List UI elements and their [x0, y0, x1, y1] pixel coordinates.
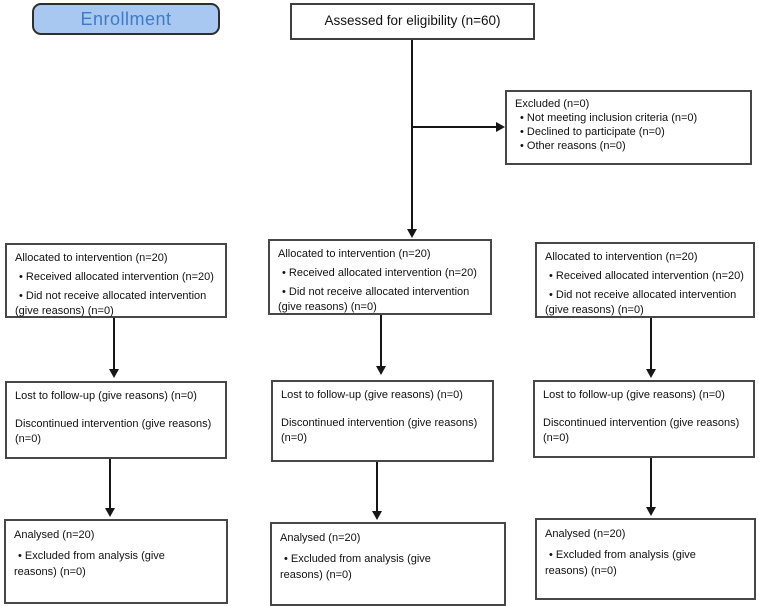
- arrowhead-col2-analysis: [372, 511, 382, 520]
- assessed-for-eligibility-box: [290, 3, 535, 40]
- allocation-item: • Received allocated intervention (n=20): [19, 270, 214, 283]
- analysis-item: • Excluded from analysis (give: [18, 549, 165, 562]
- arrowhead-col3-followup: [646, 369, 656, 378]
- enrollment-phase-label: [32, 3, 220, 35]
- arrow-line-col1-followup-to-analysis: [109, 459, 111, 509]
- analysis-title: Analysed (n=20): [545, 528, 626, 540]
- analysis-title: Analysed (n=20): [14, 529, 95, 541]
- excluded-item: • Not meeting inclusion criteria (n=0): [520, 112, 698, 125]
- followup-line-continuation: (n=0): [281, 431, 307, 444]
- analysis-item: • Excluded from analysis (give: [284, 552, 431, 565]
- analysis-box-col3: [535, 518, 756, 600]
- arrow-line-col1-alloc-to-followup: [113, 318, 115, 370]
- followup-line: Discontinued intervention (give reasons): [281, 416, 478, 429]
- allocation-item: • Did not receive allocated intervention: [282, 285, 470, 298]
- allocation-item: • Received allocated intervention (n=20): [282, 266, 477, 279]
- followup-line: Lost to follow-up (give reasons) (n=0): [543, 389, 725, 401]
- allocation-item: • Did not receive allocated intervention: [19, 289, 207, 302]
- arrowhead-right-to-excluded: [496, 122, 505, 132]
- allocation-box-col1: [5, 243, 227, 318]
- analysis-item-continuation: reasons) (n=0): [280, 569, 352, 581]
- analysis-item-continuation: reasons) (n=0): [545, 565, 617, 577]
- allocation-title: Allocated to intervention (n=20): [278, 248, 431, 260]
- excluded-item: • Declined to participate (n=0): [520, 126, 665, 139]
- analysis-title: Analysed (n=20): [280, 532, 361, 544]
- followup-line: Lost to follow-up (give reasons) (n=0): [281, 389, 463, 401]
- arrow-line-to-excluded: [412, 126, 497, 128]
- arrowhead-col2-followup: [376, 366, 386, 375]
- enrollment-text: Enrollment: [80, 8, 172, 29]
- followup-line: Discontinued intervention (give reasons): [15, 417, 212, 430]
- arrow-line-col3-alloc-to-followup: [650, 318, 652, 370]
- followup-box-col3: [533, 380, 755, 458]
- excluded-title: Excluded (n=0): [515, 98, 590, 110]
- followup-line: Discontinued intervention (give reasons): [543, 416, 740, 429]
- excluded-box: [505, 90, 752, 165]
- arrow-line-col2-followup-to-analysis: [376, 462, 378, 512]
- arrow-line-col2-alloc-to-followup: [380, 315, 382, 367]
- allocation-box-col3: [535, 242, 755, 318]
- followup-line-continuation: (n=0): [15, 432, 41, 445]
- allocation-item-continuation: (give reasons) (n=0): [15, 304, 114, 317]
- allocation-item: • Did not receive allocated intervention: [549, 288, 737, 301]
- allocation-title: Allocated to intervention (n=20): [545, 251, 698, 263]
- followup-line-continuation: (n=0): [543, 431, 569, 444]
- excluded-item: • Other reasons (n=0): [520, 140, 626, 153]
- followup-line: Lost to follow-up (give reasons) (n=0): [15, 390, 197, 402]
- arrow-line-assessed-to-allocation: [411, 40, 413, 230]
- followup-box-col2: [271, 380, 494, 462]
- allocation-item-continuation: (give reasons) (n=0): [278, 300, 377, 313]
- arrowhead-col3-analysis: [646, 507, 656, 516]
- analysis-box-col2: [270, 522, 506, 606]
- analysis-item-continuation: reasons) (n=0): [14, 566, 86, 578]
- assessed-text: Assessed for eligibility (n=60): [324, 13, 501, 29]
- analysis-item: • Excluded from analysis (give: [549, 548, 696, 561]
- allocation-item-continuation: (give reasons) (n=0): [545, 303, 644, 316]
- allocation-box-col2: [268, 239, 492, 315]
- arrowhead-col1-analysis: [105, 508, 115, 517]
- analysis-box-col1: [4, 519, 228, 604]
- allocation-title: Allocated to intervention (n=20): [15, 252, 168, 264]
- arrowhead-col1-followup: [109, 369, 119, 378]
- allocation-item: • Received allocated intervention (n=20): [549, 269, 744, 282]
- arrow-line-col3-followup-to-analysis: [650, 458, 652, 508]
- followup-box-col1: [5, 381, 227, 459]
- arrowhead-down-to-allocation: [407, 229, 417, 238]
